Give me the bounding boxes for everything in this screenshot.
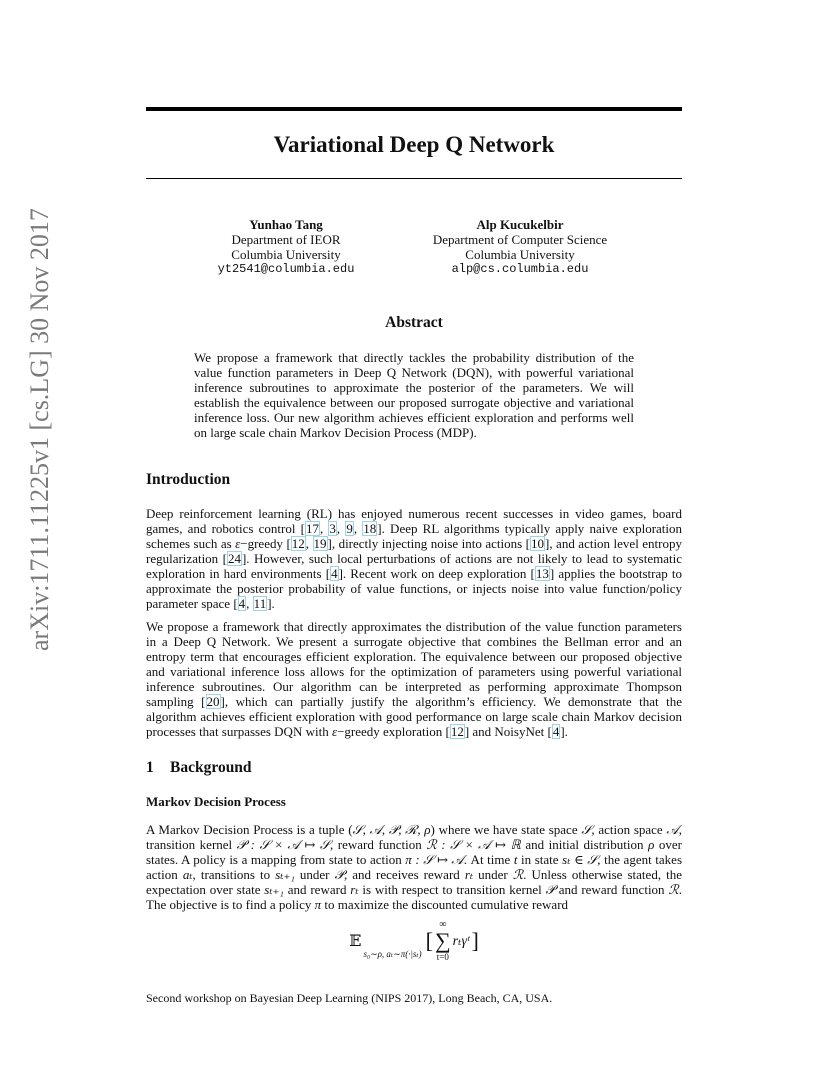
author-block-2 — [410, 217, 630, 277]
section-title: Background — [170, 759, 252, 776]
citation-link[interactable]: 4 — [552, 724, 560, 739]
citation-link[interactable]: 4 — [238, 596, 246, 611]
intro-paragraph-2: We propose a framework that directly approximates the distribution of the value function parameters in a Deep Q Network. We present a surrogate objective that combines the Bellman error and an entropy term that encourages efficient exploration. The equivalence between our proposed objective and variational inference loss allows for the optimization of parameters using powerful variational inference subroutines. Our algorithm can be interpreted as performing approximate Thompson sampling [20], which can partially justify the algorithm’s efficiency. We demonstrate that the algorithm achieves efficient exploration with good performance on large scale chain Markov decision processes that surpasses DQN with ε−greedy exploration [12] and NoisyNet [4]. — [146, 619, 682, 739]
author-department: Department of Computer Science — [432, 232, 608, 247]
citation-link[interactable]: 9 — [346, 521, 353, 536]
citation-link[interactable]: 12 — [450, 724, 464, 739]
objective-equation: 𝔼 s₀∼ρ, aₜ∼π(·|sₜ) [ ∞ ∑ t=0 rₜγᵗ ] — [349, 919, 479, 962]
paper-title: Variational Deep Q Network — [273, 132, 555, 157]
author-department: Department of IEOR — [231, 232, 341, 247]
citation-link[interactable]: 17 — [305, 521, 319, 536]
author-block-1 — [186, 217, 386, 277]
sum-lower-limit: t=0 — [436, 952, 449, 962]
abstract-text: We propose a framework that directly tackles the probability distribution of the value function parameters in Deep Q Network (DQN), with powerful variational inference subroutines to approximate the posterior of the parameters. We will establish the equivalence between our proposed surrogate objective and variational inference loss. Our new algorithm achieves efficient exploration and performs well on large scale chain Markov Decision Process (MDP). — [194, 350, 634, 440]
author-email: yt2541@columbia.edu — [217, 262, 355, 276]
citation-link[interactable]: 20 — [206, 694, 220, 709]
intro-paragraph-1: Deep reinforcement learning (RL) has enjoyed numerous recent successes in video games, board games, and robotics control [17, 3, 9, 18]. Deep RL algorithms typically apply naive exploration schemes such as ε−greedy [12, 19], directly injecting noise into actions [10], and action level entropy regularization [24]. However, such local perturbations of actions are not likely to lead to systematic exploration in hard environments [4]. Recent work on deep exploration [13] applies the bootstrap to approximate the posterior probability of value functions, or injects noise into value function/policy parameter space [4, 11]. — [146, 506, 683, 611]
abstract-heading: Abstract — [385, 314, 443, 331]
background-paragraph-1: A Markov Decision Process is a tuple (𝒮, 𝒜, 𝒫, ℛ, ρ) where we have state space 𝒮, action space 𝒜, transition kernel 𝒫 : 𝒮 × 𝒜 ↦ 𝒮, reward function ℛ : 𝒮 × 𝒜 ↦ ℝ and initial distribution ρ over states. A policy is a mapping from state to action π : 𝒮 ↦ 𝒜. At time t in state sₜ ∈ 𝒮, the agent takes action aₜ, transitions to sₜ₊₁ under 𝒫, and receives reward rₜ under ℛ. Unless otherwise stated, the expectation over state sₜ₊₁ and reward rₜ is with respect to transition kernel 𝒫 and reward function ℛ. The objective is to find a policy π to maximize the discounted cumulative reward — [146, 822, 683, 912]
citation-link[interactable]: 10 — [530, 536, 544, 551]
citation-link[interactable]: 13 — [535, 566, 549, 581]
citation-link[interactable]: 4 — [331, 566, 338, 581]
author-name: Yunhao Tang — [249, 217, 323, 232]
sum-upper-limit: ∞ — [439, 919, 447, 930]
citation-link[interactable]: 12 — [291, 536, 305, 551]
author-university: Columbia University — [231, 247, 341, 262]
mdp-subheading: Markov Decision Process — [146, 794, 286, 809]
citation-link[interactable]: 18 — [363, 521, 377, 536]
title-bottom-rule — [146, 178, 682, 179]
introduction-heading: Introduction — [146, 471, 231, 488]
background-heading — [146, 759, 252, 777]
footer-note: Second workshop on Bayesian Deep Learning (NIPS 2017), Long Beach, CA, USA. — [146, 991, 553, 1005]
author-university: Columbia University — [465, 247, 575, 262]
expectation-subscript: s₀∼ρ, aₜ∼π(·|sₜ) — [363, 949, 422, 959]
expectation-symbol: 𝔼 — [349, 933, 362, 950]
citation-link[interactable]: 3 — [329, 521, 336, 536]
summand: rₜγᵗ — [452, 933, 470, 949]
section-number: 1 — [146, 759, 154, 776]
author-name: Alp Kucukelbir — [476, 217, 564, 232]
citation-link[interactable]: 19 — [313, 536, 327, 551]
citation-link[interactable]: 11 — [253, 596, 267, 611]
title-top-rule — [146, 107, 682, 111]
summation-symbol: ∑ — [434, 928, 451, 953]
arxiv-identifier: arXiv:1711.11225v1 [cs.LG] 30 Nov 2017 — [25, 208, 54, 651]
citation-link[interactable]: 24 — [227, 551, 241, 566]
author-email: alp@cs.columbia.edu — [451, 262, 589, 276]
